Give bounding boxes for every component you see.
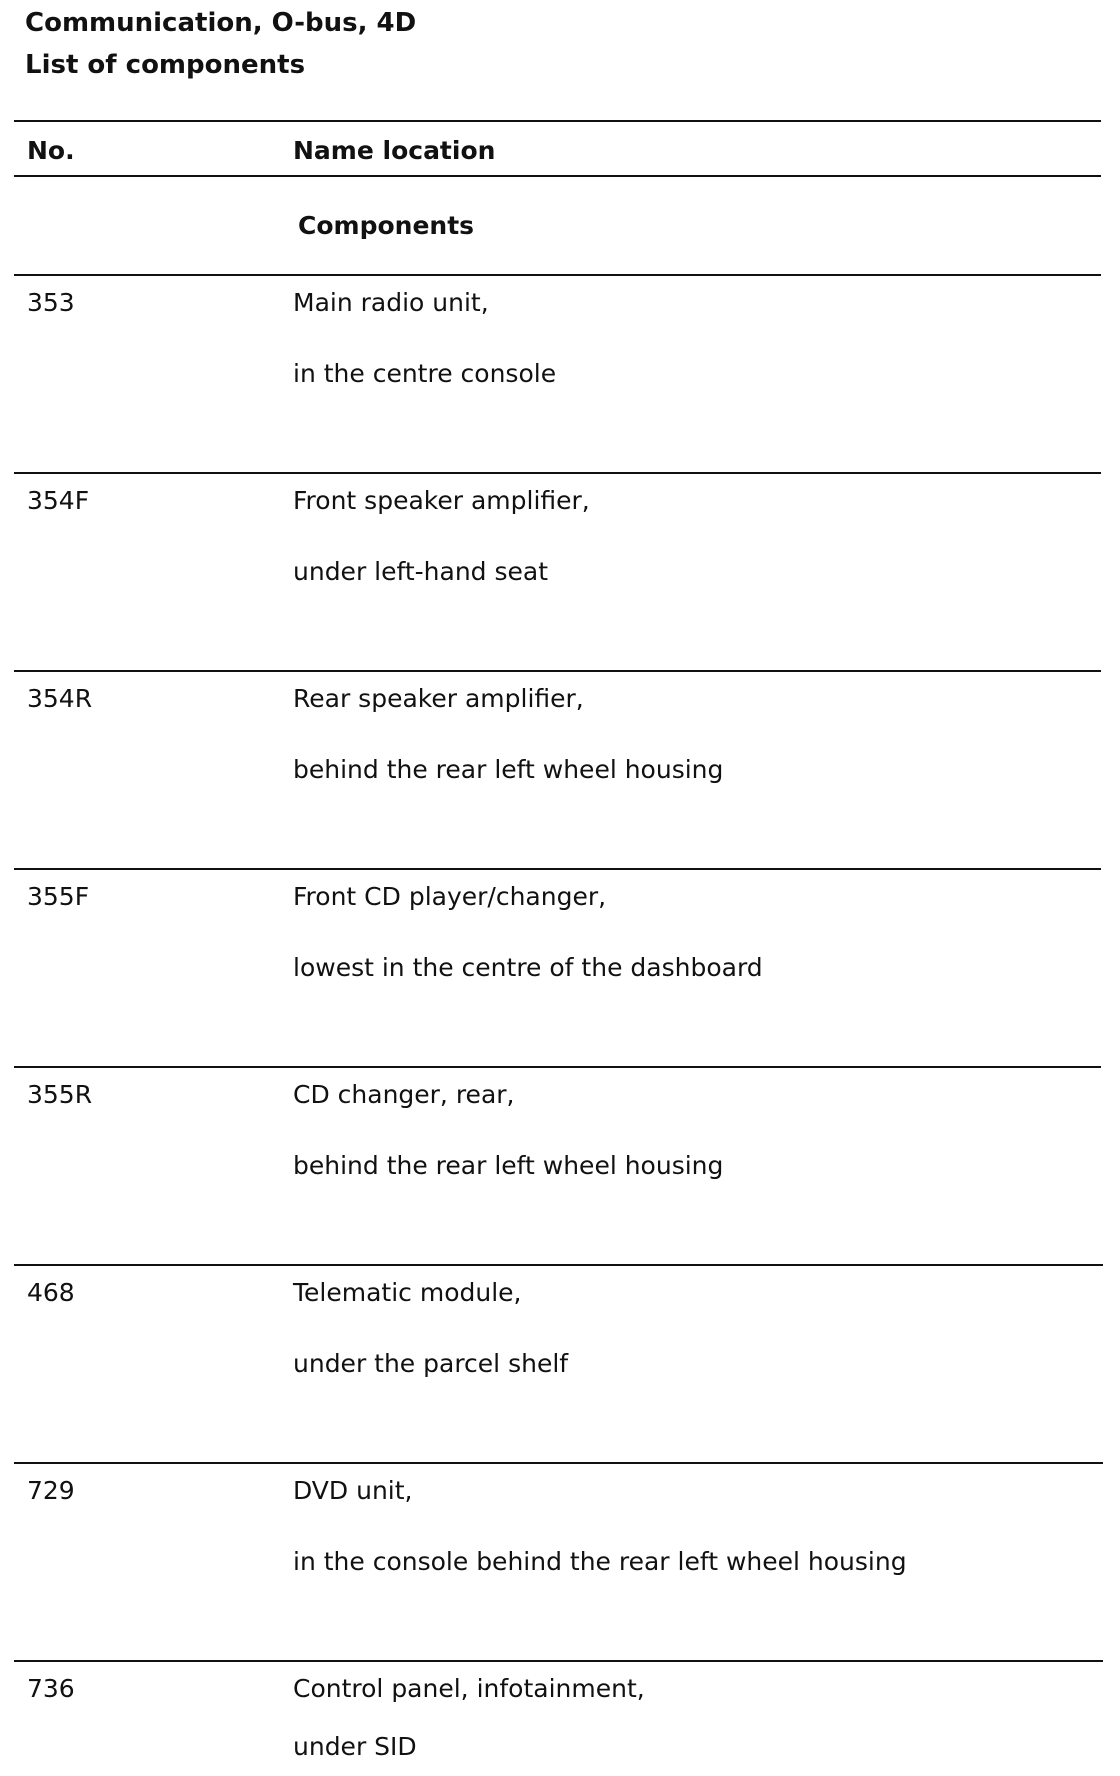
document-subtitle: List of components [25,50,306,80]
header-name-location: Name location [293,136,496,165]
row-name: Telematic module, [293,1278,522,1307]
row-name: CD changer, rear, [293,1080,515,1109]
row-number: 468 [27,1278,75,1307]
row-location: lowest in the centre of the dashboard [293,953,763,982]
row-number: 355R [27,1080,93,1109]
row-location: under left-hand seat [293,557,549,586]
header-rule [14,175,1101,177]
row-name: Front speaker amplifier, [293,486,590,515]
row-number: 729 [27,1476,75,1505]
row-number: 354F [27,486,90,515]
row-location: in the console behind the rear left wheel housing [293,1547,907,1576]
row-location: under the parcel shelf [293,1349,569,1378]
row-name: DVD unit, [293,1476,413,1505]
header-no: No. [27,136,75,165]
row-rule [14,868,1101,870]
row-number: 353 [27,288,75,317]
row-name: Control panel, infotainment, [293,1674,645,1703]
row-number: 736 [27,1674,75,1703]
row-rule [14,670,1101,672]
row-rule [14,1660,1103,1662]
document-title: Communication, O-bus, 4D [25,8,417,38]
table-top-rule [14,120,1101,122]
row-rule [14,274,1101,276]
row-number: 354R [27,684,93,713]
row-location: behind the rear left wheel housing [293,1151,724,1180]
row-name: Main radio unit, [293,288,489,317]
row-location: under SID [293,1732,417,1761]
row-name: Front CD player/changer, [293,882,607,911]
row-rule [14,1462,1103,1464]
row-location: behind the rear left wheel housing [293,755,724,784]
row-number: 355F [27,882,90,911]
row-rule [14,1264,1103,1266]
row-rule [14,1066,1101,1068]
row-location: in the centre console [293,359,557,388]
section-heading: Components [298,211,475,240]
row-rule [14,472,1101,474]
row-name: Rear speaker amplifier, [293,684,584,713]
